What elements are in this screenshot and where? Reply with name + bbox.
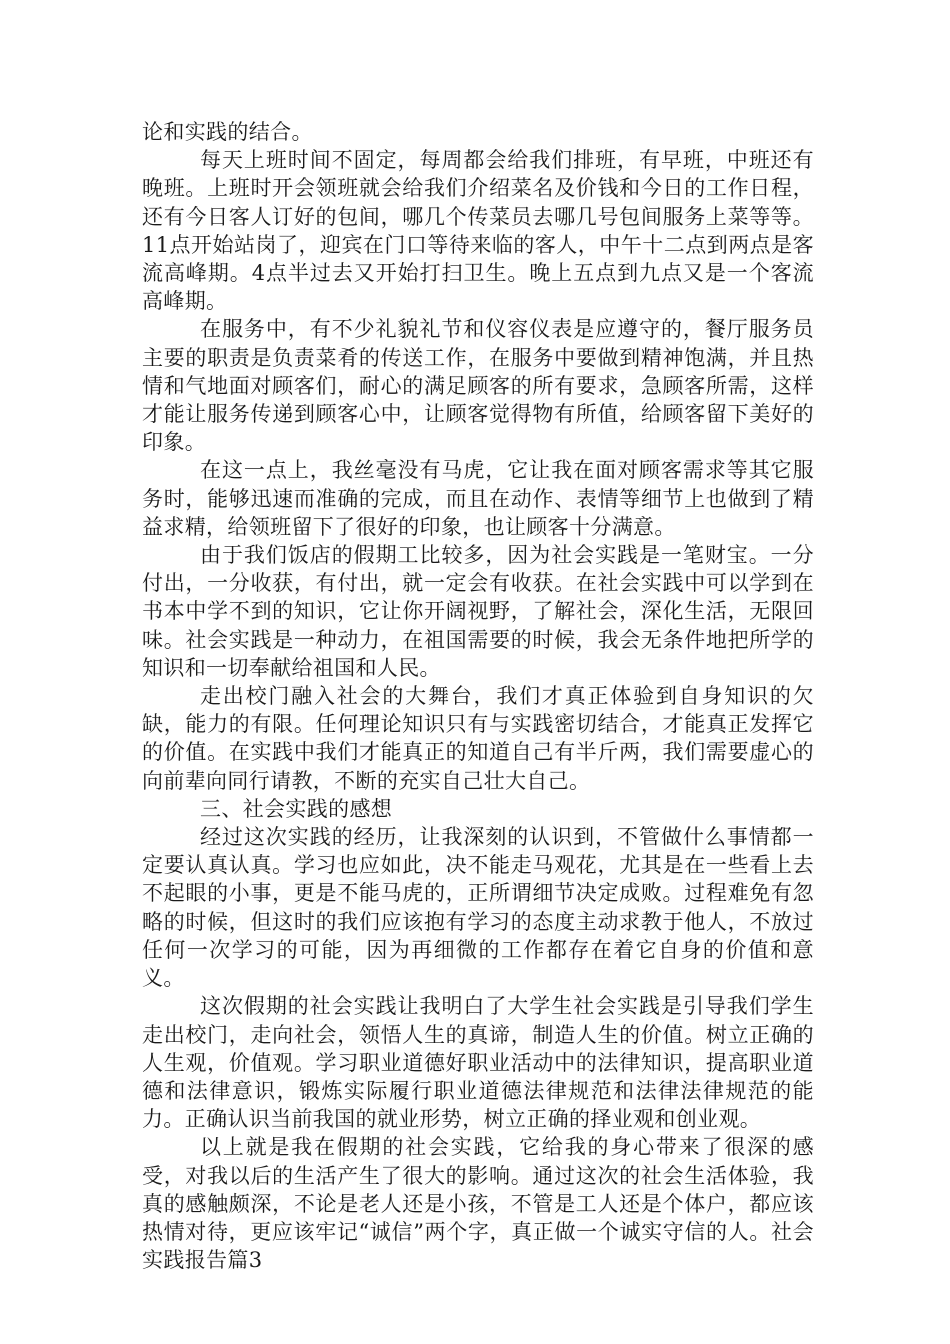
paragraph: 走出校门融入社会的大舞台，我们才真正体验到自身知识的欠缺，能力的有限。任何理论知识只有与实践密切结合，才能真正发挥它的价值。在实践中我们才能真正的知道自己有半斤两，我们需要虚心的向前辈向同行请教，不断的充实自己壮大自己。 [142,684,814,793]
paragraph: 论和实践的结合。 [142,120,313,144]
document-body [142,118,814,1274]
paragraph: 每天上班时间不固定，每周都会给我们排班，有早班，中班还有晚班。上班时开会领班就会给我们介绍菜名及价钱和今日的工作日程，还有今日客人订好的包间，哪几个传菜员去哪几号包间服务上菜等等。11点开始站岗了，迎宾在门口等待来临的客人，中午十二点到两点是客流高峰期。4点半过去又开始打扫卫生。晚上五点到九点又是一个客流高峰期。 [142,148,814,314]
paragraph: 以上就是我在假期的社会实践，它给我的身心带来了很深的感受，对我以后的生活产生了很大的影响。通过这次的社会生活体验，我真的感触颇深，不论是老人还是小孩，不管是工人还是个体户，都应该热情对待，更应该牢记“诚信”两个字，真正做一个诚实守信的人。社会实践报告篇3 [142,1135,814,1273]
section-heading: 三、社会实践的感想 [200,796,393,821]
paragraph: 在这一点上，我丝毫没有马虎，它让我在面对顾客需求等其它服务时，能够迅速而准确的完成，而且在动作、表情等细节上也做到了精益求精，给领班留下了很好的印象，也让顾客十分满意。 [142,458,814,539]
paragraph: 这次假期的社会实践让我明白了大学生社会实践是引导我们学生走出校门，走向社会，领悟人生的真谛，制造人生的价值。树立正确的人生观，价值观。学习职业道德好职业活动中的法律知识，提高职业道德和法律意识，锻炼实际履行职业道德法律规范和法律法律规范的能力。正确认识当前我国的就业形势，树立正确的择业观和创业观。 [142,994,814,1132]
paragraph: 经过这次实践的经历，让我深刻的认识到，不管做什么事情都一定要认真认真。学习也应如此，决不能走马观花，尤其是在一些看上去不起眼的小事，更是不能马虎的，正所谓细节决定成败。过程难免有忽略的时候，但这时的我们应该抱有学习的态度主动求教于他人，不放过任何一次学习的可能，因为再细微的工作都存在着它自身的价值和意义。 [142,825,814,991]
paragraph: 由于我们饭店的假期工比较多，因为社会实践是一笔财宝。一分付出，一分收获，有付出，就一定会有收获。在社会实践中可以学到在书本中学不到的知识，它让你开阔视野，了解社会，深化生活，无限回味。社会实践是一种动力，在祖国需要的时候，我会无条件地把所学的知识和一切奉献给祖国和人民。 [142,543,814,680]
paragraph: 在服务中，有不少礼貌礼节和仪容仪表是应遵守的，餐厅服务员主要的职责是负责菜肴的传送工作，在服务中要做到精神饱满，并且热情和气地面对顾客们，耐心的满足顾客的所有要求，急顾客所需，这样才能让服务传递到顾客心中，让顾客觉得物有所值，给顾客留下美好的印象。 [142,317,814,455]
